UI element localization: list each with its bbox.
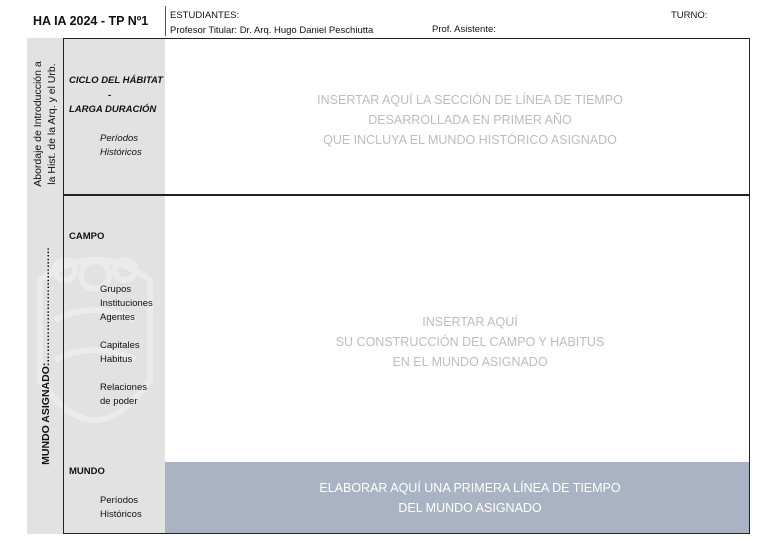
students-label: ESTUDIANTES: [170, 10, 240, 21]
group3-line2: de poder [100, 396, 138, 407]
mundo-placeholder[interactable] [165, 478, 768, 518]
group2-line1: Capitales [100, 340, 140, 351]
timeline-placeholder-line1: INSERTAR AQUÍ LA SECCIÓN DE LÍNEA DE TIEMPO [317, 93, 623, 107]
campo-placeholder-line3: EN EL MUNDO ASIGNADO [392, 355, 548, 369]
periods-line1: Períodos [100, 133, 139, 144]
group1-line1: Grupos [100, 284, 132, 295]
side-label-top-line2: la Hist. de la Arq. y el Urb. [46, 63, 58, 185]
shift-label: TURNO: [671, 10, 708, 21]
professor-label: Profesor Titular: Dr. Arq. Hugo Daniel Peschiutta [170, 25, 374, 36]
header-divider [165, 6, 166, 36]
periods-label-mundo [100, 494, 142, 522]
mundo-periods-line2: Históricos [100, 509, 142, 520]
mundo-placeholder-line1: ELABORAR AQUÍ UNA PRIMERA LÍNEA DE TIEMPO [319, 481, 621, 495]
timeline-placeholder-line2: DESARROLLADA EN PRIMER AÑO [368, 113, 572, 127]
campo-title: CAMPO [69, 231, 105, 242]
timeline-placeholder-line3: QUE INCLUYA EL MUNDO HISTÓRICO ASIGNADO [323, 133, 617, 147]
mundo-placeholder-line2: DEL MUNDO ASIGNADO [398, 501, 542, 515]
side-label-top-line1: Abordaje de Introducción a [32, 61, 44, 187]
side-label-bottom[interactable]: MUNDO ASIGNADO:…………………………… [40, 247, 52, 465]
course-title: HA IA 2024 - TP Nº1 [33, 14, 149, 28]
title-dash: - [108, 90, 112, 101]
timeline-placeholder[interactable] [165, 90, 768, 150]
assistant-label: Prof. Asistente: [432, 24, 496, 35]
campo-placeholder[interactable] [165, 312, 768, 372]
campo-group2 [100, 339, 140, 367]
larga-duracion-title: LARGA DURACIÓN [69, 104, 157, 115]
campo-group1 [100, 283, 153, 325]
section-divider [63, 194, 750, 196]
group2-line2: Habitus [100, 354, 133, 365]
mundo-periods-line1: Períodos [100, 495, 139, 506]
campo-placeholder-line2: SU CONSTRUCCIÓN DEL CAMPO Y HABITUS [335, 335, 605, 349]
ciclo-habitat-title: CICLO DEL HÁBITAT [69, 75, 163, 86]
group3-line1: Relaciones [100, 382, 147, 393]
group1-line3: Agentes [100, 312, 135, 323]
mundo-title: MUNDO [69, 466, 105, 477]
group1-line2: Instituciones [100, 298, 153, 309]
periods-line2: Históricos [100, 147, 142, 158]
campo-placeholder-line1: INSERTAR AQUÍ [422, 315, 518, 329]
campo-group3 [100, 381, 147, 409]
periods-label-top [100, 132, 142, 160]
